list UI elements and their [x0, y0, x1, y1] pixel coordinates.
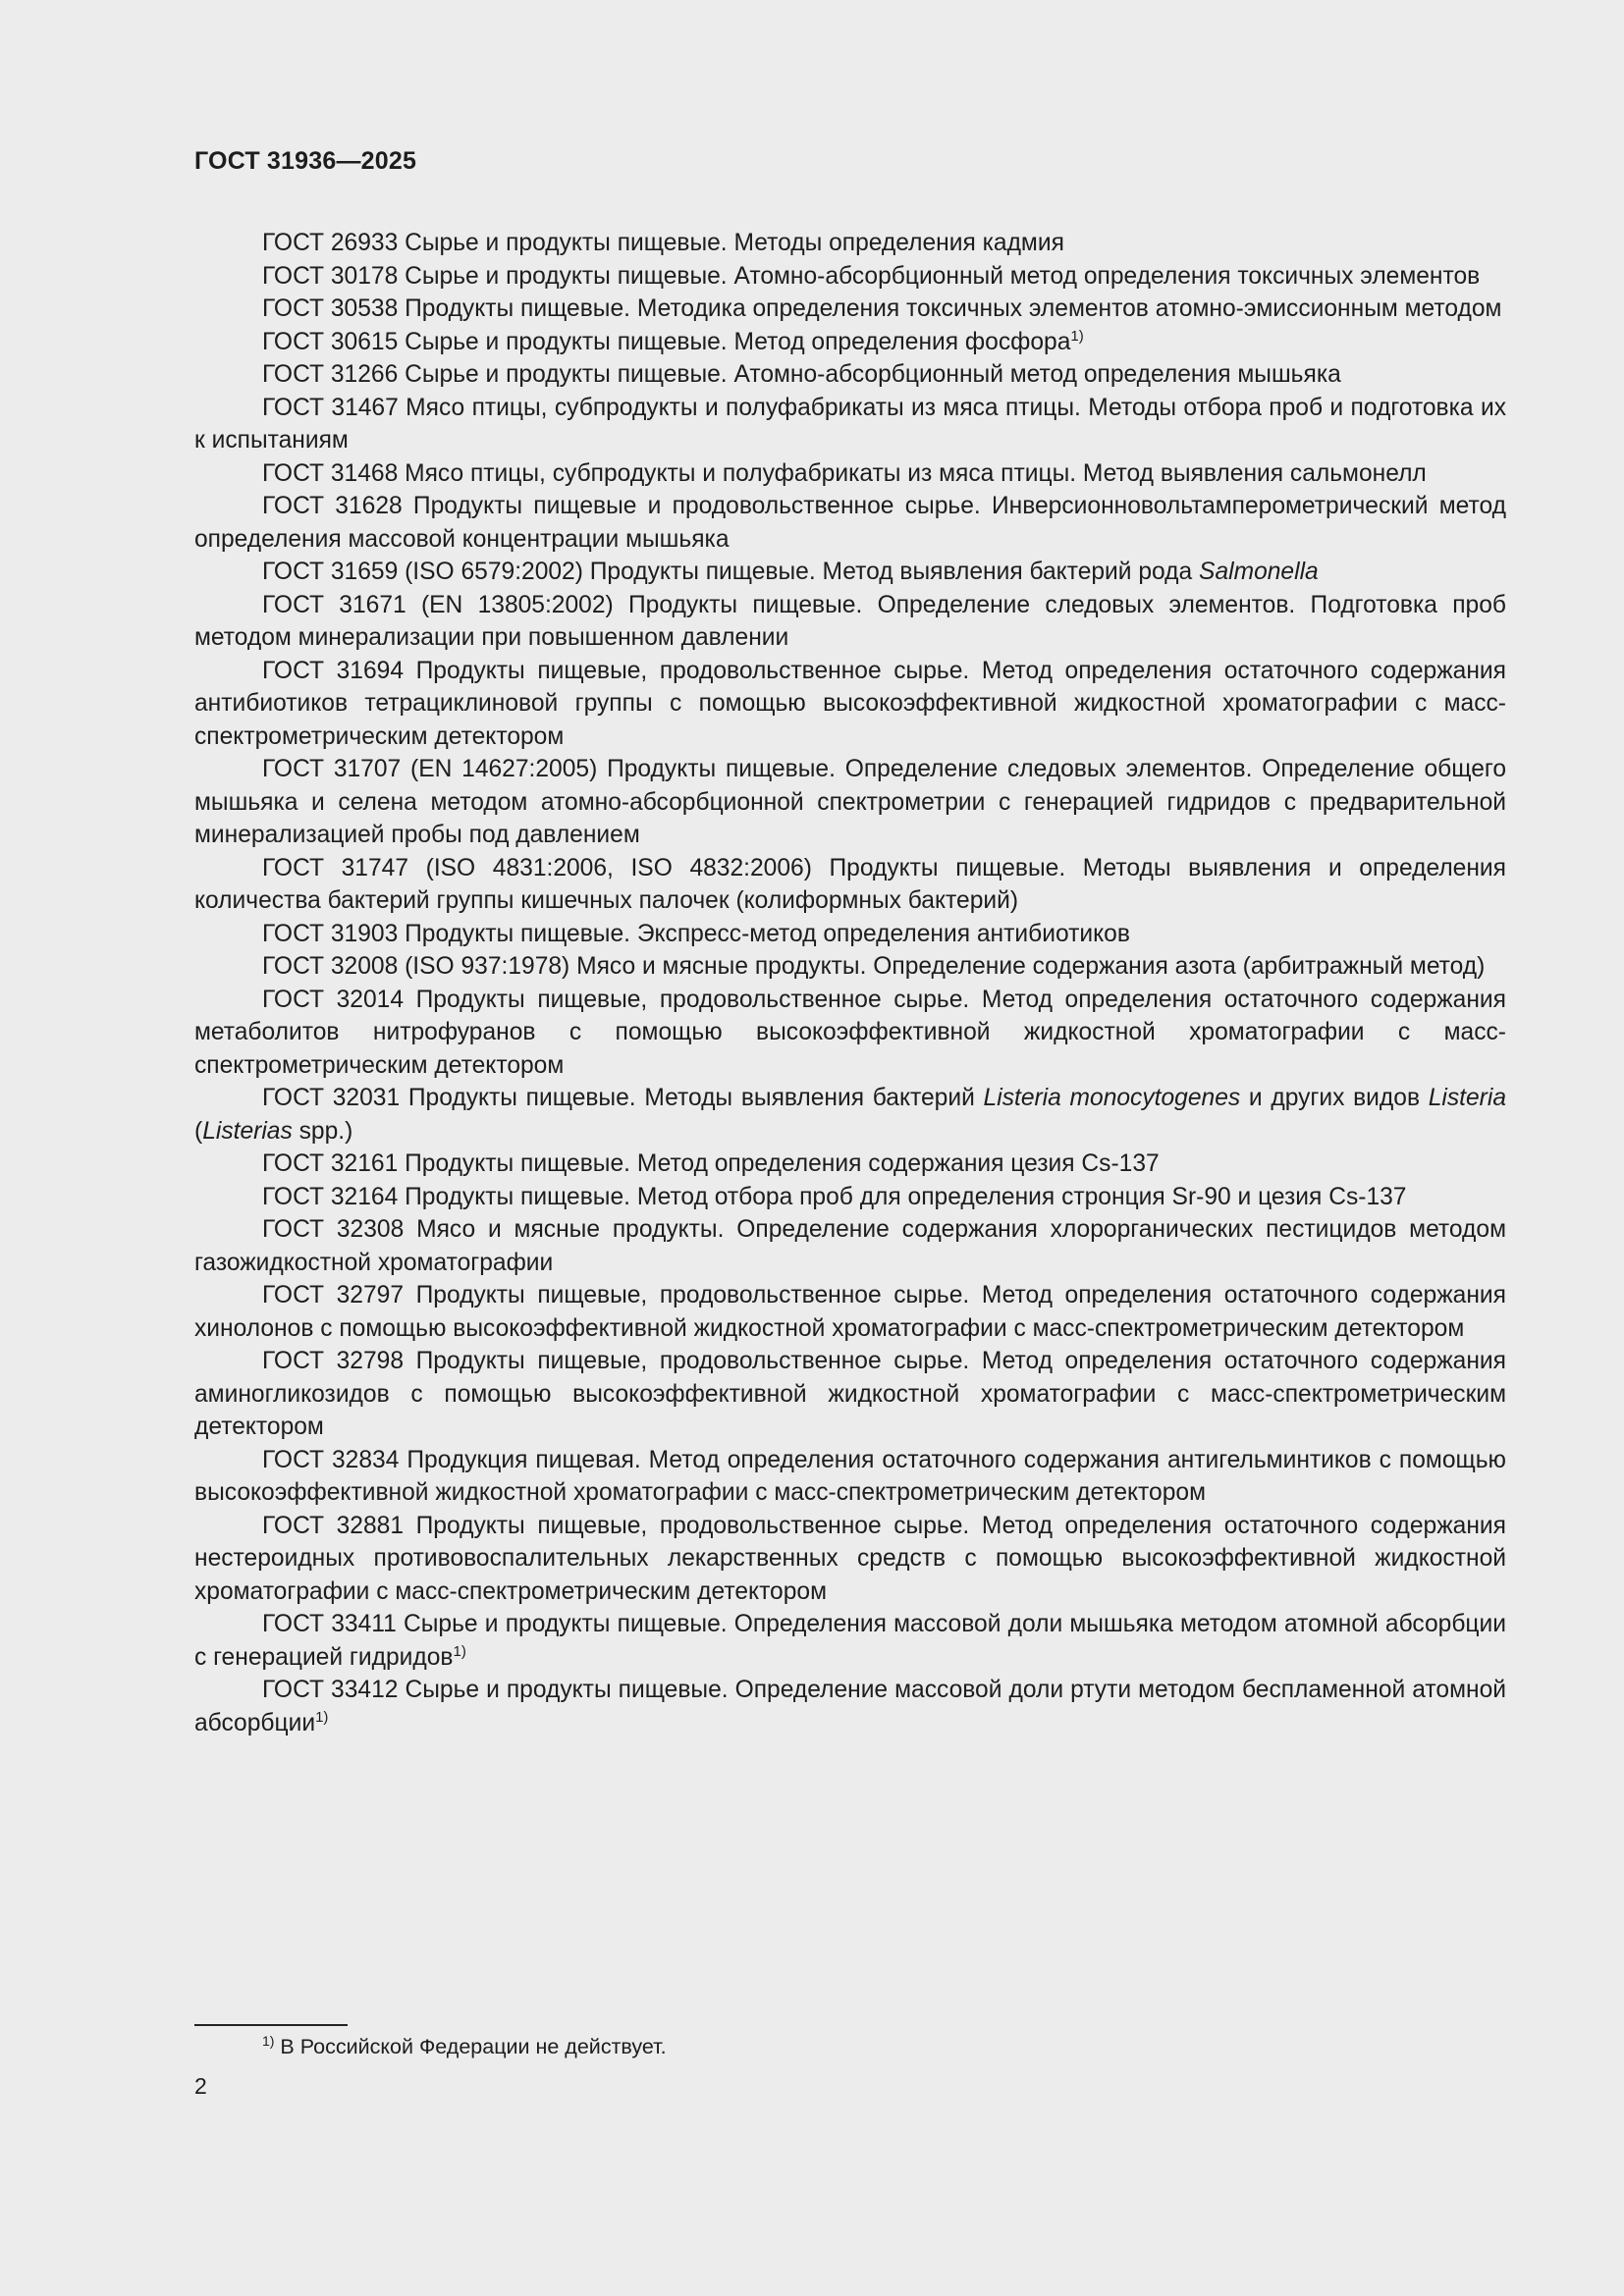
reference-item [194, 950, 1506, 984]
reference-text: ГОСТ 31747 (ISO 4831:2006, ISO 4832:2006) Продукты пищевые. Методы выявления и определения количества бактерий группы кишечных палочек (колиформных бактерий) [194, 854, 1506, 914]
reference-item [194, 1608, 1506, 1674]
reference-text: ГОСТ 31628 Продукты пищевые и продовольственное сырье. Инверсионновольтамперометрический метод определения массовой концентрации мышьяка [194, 493, 1506, 553]
reference-item [194, 260, 1506, 294]
reference-text: ГОСТ 31266 Сырье и продукты пищевые. Атомно-абсорбционный метод определения мышьяка [262, 361, 1341, 388]
reference-text: ГОСТ 30178 Сырье и продукты пищевые. Атомно-абсорбционный метод определения токсичных элементов [262, 262, 1481, 290]
reference-item [194, 1674, 1506, 1739]
reference-text: ГОСТ 30615 Сырье и продукты пищевые. Метод определения фосфора [262, 328, 1071, 355]
reference-text: ГОСТ 31903 Продукты пищевые. Экспресс-метод определения антибиотиков [262, 920, 1130, 947]
reference-item [194, 918, 1506, 951]
reference-item [194, 1181, 1506, 1214]
reference-text: ГОСТ 32008 (ISO 937:1978) Мясо и мясные продукты. Определение содержания азота (арбитражный метод) [262, 953, 1486, 980]
reference-text: ГОСТ 32164 Продукты пищевые. Метод отбора проб для определения стронция Sr-90 и цезия Cs-137 [262, 1183, 1407, 1210]
reference-text: ГОСТ 32834 Продукция пищевая. Метод определения остаточного содержания антигельминтиков с помощью высокоэффективной жидкостной хроматографии с масс-спектрометрическим детектором [194, 1446, 1506, 1506]
reference-italic-text: Salmonella [1199, 559, 1319, 585]
reference-text: ГОСТ 32161 Продукты пищевые. Метод определения содержания цезия Cs-137 [262, 1150, 1160, 1177]
reference-italic-text: Listerias [202, 1117, 293, 1145]
reference-item [194, 1279, 1506, 1345]
footnote [262, 2032, 667, 2061]
reference-item [194, 984, 1506, 1083]
reference-text: spp.) [292, 1117, 353, 1145]
footnote-separator [194, 2024, 348, 2026]
reference-text: ГОСТ 31707 (EN 14627:2005) Продукты пищевые. Определение следовых элементов. Определение общего мышьяка и селена методом атомно-абсорбционной спектрометрии с генерацией гидридов с предварительной минерализацией пробы под давлением [194, 756, 1506, 848]
document-header: ГОСТ 31936—2025 [194, 147, 417, 175]
reference-item [194, 1345, 1506, 1444]
reference-item [194, 753, 1506, 852]
reference-item [194, 655, 1506, 754]
footnote-reference-mark: 1) [315, 1708, 329, 1726]
page-number: 2 [194, 2073, 207, 2099]
reference-item [194, 589, 1506, 655]
footnote-reference-mark: 1) [453, 1642, 466, 1660]
reference-item [194, 227, 1506, 260]
footnote-mark: 1) [262, 2033, 275, 2049]
reference-text: ( [194, 1117, 203, 1145]
reference-text: ГОСТ 26933 Сырье и продукты пищевые. Методы определения кадмия [262, 230, 1064, 256]
reference-item [194, 457, 1506, 491]
reference-text: ГОСТ 32014 Продукты пищевые, продовольственное сырье. Метод определения остаточного содержания метаболитов нитрофуранов с помощью высокоэффективной жидкостной хроматографии с масс-спектрометрическим детектором [194, 986, 1506, 1079]
reference-item [194, 1082, 1506, 1148]
reference-item [194, 1510, 1506, 1609]
reference-text: ГОСТ 30538 Продукты пищевые. Методика определения токсичных элементов атомно-эмиссионным методом [262, 295, 1502, 322]
reference-text: ГОСТ 31694 Продукты пищевые, продовольственное сырье. Метод определения остаточного содержания антибиотиков тетрациклиновой группы с помощью высокоэффективной жидкостной хроматографии с масс-спектрометрическим детектором [194, 657, 1506, 750]
reference-item [194, 326, 1506, 359]
normative-references-list [194, 227, 1506, 1739]
reference-item [194, 392, 1506, 457]
reference-text: ГОСТ 31659 (ISO 6579:2002) Продукты пищевые. Метод выявления бактерий рода [262, 559, 1200, 585]
reference-text: ГОСТ 32881 Продукты пищевые, продовольственное сырье. Метод определения остаточного содержания нестероидных противовоспалительных лекарственных средств с помощью высокоэффективной жидкостной хроматографии с масс-спектрометрическим детектором [194, 1512, 1506, 1605]
reference-item [194, 1148, 1506, 1181]
reference-text: ГОСТ 31468 Мясо птицы, субпродукты и полуфабрикаты из мяса птицы. Метод выявления сальмонелл [262, 459, 1427, 487]
reference-text: ГОСТ 33412 Сырье и продукты пищевые. Определение массовой доли ртути методом беспламенной атомной абсорбции [194, 1677, 1506, 1736]
reference-text: ГОСТ 33411 Сырье и продукты пищевые. Определения массовой доли мышьяка методом атомной абсорбции с генерацией гидридов [194, 1611, 1506, 1671]
reference-item [194, 1444, 1506, 1510]
reference-text: ГОСТ 32031 Продукты пищевые. Методы выявления бактерий [262, 1085, 984, 1111]
reference-text: ГОСТ 31671 (EN 13805:2002) Продукты пищевые. Определение следовых элементов. Подготовка проб методом минерализации при повышенном давлении [194, 591, 1506, 651]
footnote-reference-mark: 1) [1070, 327, 1084, 345]
reference-text: ГОСТ 32798 Продукты пищевые, продовольственное сырье. Метод определения остаточного содержания аминогликозидов с помощью высокоэффективной жидкостной хроматографии с масс-спектрометрическим детектором [194, 1348, 1506, 1440]
reference-text: ГОСТ 32308 Мясо и мясные продукты. Определение содержания хлорорганических пестицидов методом газожидкостной хроматографии [194, 1216, 1506, 1276]
footnote-text: В Российской Федерации не действует. [274, 2035, 667, 2058]
reference-text: ГОСТ 31467 Мясо птицы, субпродукты и полуфабрикаты из мяса птицы. Методы отбора проб и подготовка их к испытаниям [194, 394, 1506, 454]
reference-italic-text: Listeria [1428, 1085, 1507, 1111]
reference-item [194, 358, 1506, 392]
reference-item [194, 293, 1506, 326]
reference-italic-text: Listeria monocytogenes [983, 1085, 1241, 1111]
reference-item [194, 556, 1506, 589]
reference-text: ГОСТ 32797 Продукты пищевые, продовольственное сырье. Метод определения остаточного содержания хинолонов с помощью высокоэффективной жидкостной хроматографии с масс-спектрометрическим детектором [194, 1282, 1506, 1342]
reference-item [194, 1213, 1506, 1279]
reference-item [194, 490, 1506, 556]
reference-item [194, 852, 1506, 918]
reference-text: и других видов [1240, 1085, 1429, 1111]
